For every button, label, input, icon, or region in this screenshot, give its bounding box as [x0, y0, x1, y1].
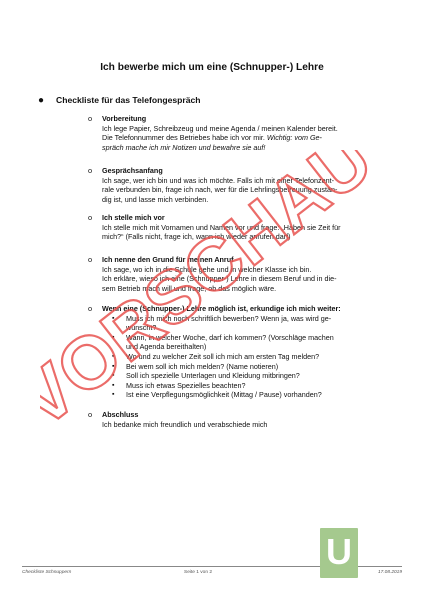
section-gespraechsanfang	[88, 166, 388, 204]
section-abschluss	[88, 410, 388, 429]
watermark-text: VORSCHAU	[40, 150, 380, 420]
circle-bullet-icon: o	[88, 255, 93, 264]
circle-bullet-icon: o	[88, 213, 93, 222]
footer-date: 17.08.2019	[377, 570, 402, 575]
page-title: Ich bewerbe mich um eine (Schnupper-) Lehre	[100, 62, 324, 73]
section-line-italic: Wichtig: vom Ge-	[266, 133, 322, 143]
section-line: Ich sage, wo ich in die Schule gehe und in welcher Klasse ich bin.	[102, 264, 312, 274]
list-item-line: wünscht?	[126, 323, 157, 333]
circle-bullet-icon: o	[88, 410, 93, 419]
footer-left: Checkliste Schnuppern	[22, 570, 72, 575]
square-bullet-icon: ▪	[112, 314, 115, 322]
list-item	[102, 362, 388, 372]
circle-bullet-icon: o	[88, 114, 93, 123]
list-item-line: Bei wem soll ich mich melden? (Name notieren)	[126, 361, 279, 371]
circle-bullet-icon: o	[88, 304, 93, 313]
square-bullet-icon: ▪	[112, 352, 115, 360]
bullet-icon: ●	[38, 95, 45, 106]
section-line: mich?“ (Falls nicht, frage ich, wann ich wieder anrufen darf)	[102, 232, 291, 242]
section-stelle-mich-vor	[88, 213, 388, 242]
section-heading: Wenn eine (Schnupper-) Lehre möglich ist, erkundige ich mich weiter:	[102, 304, 341, 313]
section-line: Ich bedanke mich freundlich und verabschiede mich	[102, 419, 268, 429]
square-bullet-icon: ▪	[112, 333, 115, 341]
list-item	[102, 381, 388, 391]
section-heading: Gesprächsanfang	[102, 166, 163, 175]
circle-bullet-icon: o	[88, 166, 93, 175]
list-item	[102, 390, 388, 400]
section-line: sem Betrieb mach will und frage, ob das möglich wäre.	[102, 283, 277, 293]
list-item-line: Ist eine Verpflegungsmöglichkeit (Mittag / Pause) vorhanden?	[126, 390, 322, 400]
section-line-italic: spräch mache ich mir Notizen und bewahre sie auf!	[102, 142, 266, 152]
section-line: Ich stelle mich mit Vornamen und Namen vor und frage: „Haben sie Zeit für	[102, 222, 341, 232]
section-line: Ich lege Papier, Schreibzeug und meine Agenda / meinen Kalender bereit.	[102, 123, 338, 133]
list-item	[102, 352, 388, 362]
section-grund	[88, 255, 388, 293]
list-item-line: Muss ich mich noch schriftlich bewerben? Wenn ja, was wird ge-	[126, 313, 332, 323]
checklist-heading-text: Checkliste für das Telefongespräch	[56, 95, 201, 105]
list-item	[102, 314, 388, 333]
list-item-line: Muss ich etwas Spezielles beachten?	[126, 380, 246, 390]
section-erkundigen	[88, 304, 388, 400]
section-line: Ich sage, wer ich bin und was ich möchte. Falls ich mit einer Telefonzent-	[102, 175, 334, 185]
square-bullet-icon: ▪	[112, 391, 115, 399]
list-item	[102, 333, 388, 352]
square-bullet-icon: ▪	[112, 372, 115, 380]
section-line-italic-cont	[102, 143, 388, 153]
section-line	[102, 133, 388, 143]
list-item-line: Wo und zu welcher Zeit soll ich mich am ersten Tag melden?	[126, 351, 320, 361]
section-heading: Abschluss	[102, 410, 139, 419]
list-item-line: Wann, in welcher Woche, darf ich kommen? (Vorschläge machen	[126, 332, 334, 342]
logo-letter: U	[326, 531, 352, 572]
list-item	[102, 371, 388, 381]
square-bullet-icon: ▪	[112, 362, 115, 370]
section-heading: Vorbereitung	[102, 114, 147, 123]
section-line: dig ist, und lasse mich verbinden.	[102, 194, 209, 204]
section-vorbereitung	[88, 114, 388, 152]
section-heading: Ich stelle mich vor	[102, 213, 165, 222]
list-item-line: Soll ich spezielle Unterlagen und Kleidung mitbringen?	[126, 371, 300, 381]
section-line: Ich erkläre, wieso ich eine (Schnupper-) Lehre in diesem Beruf und in die-	[102, 274, 337, 284]
list-item-line: und Agenda bereithalten)	[126, 342, 207, 352]
section-line-text: Die Telefonnummer des Betriebes habe ich vor mir.	[102, 133, 265, 143]
section-heading: Ich nenne den Grund für meinen Anruf	[102, 255, 234, 264]
footer-page-number: Seite 1 von 2	[184, 570, 213, 575]
checklist-heading	[38, 95, 201, 106]
square-bullet-icon: ▪	[112, 381, 115, 389]
section-line: rale verbunden bin, frage ich nach, wer für die Lehrlingsbetreuung zustän-	[102, 185, 338, 195]
logo	[320, 528, 358, 578]
